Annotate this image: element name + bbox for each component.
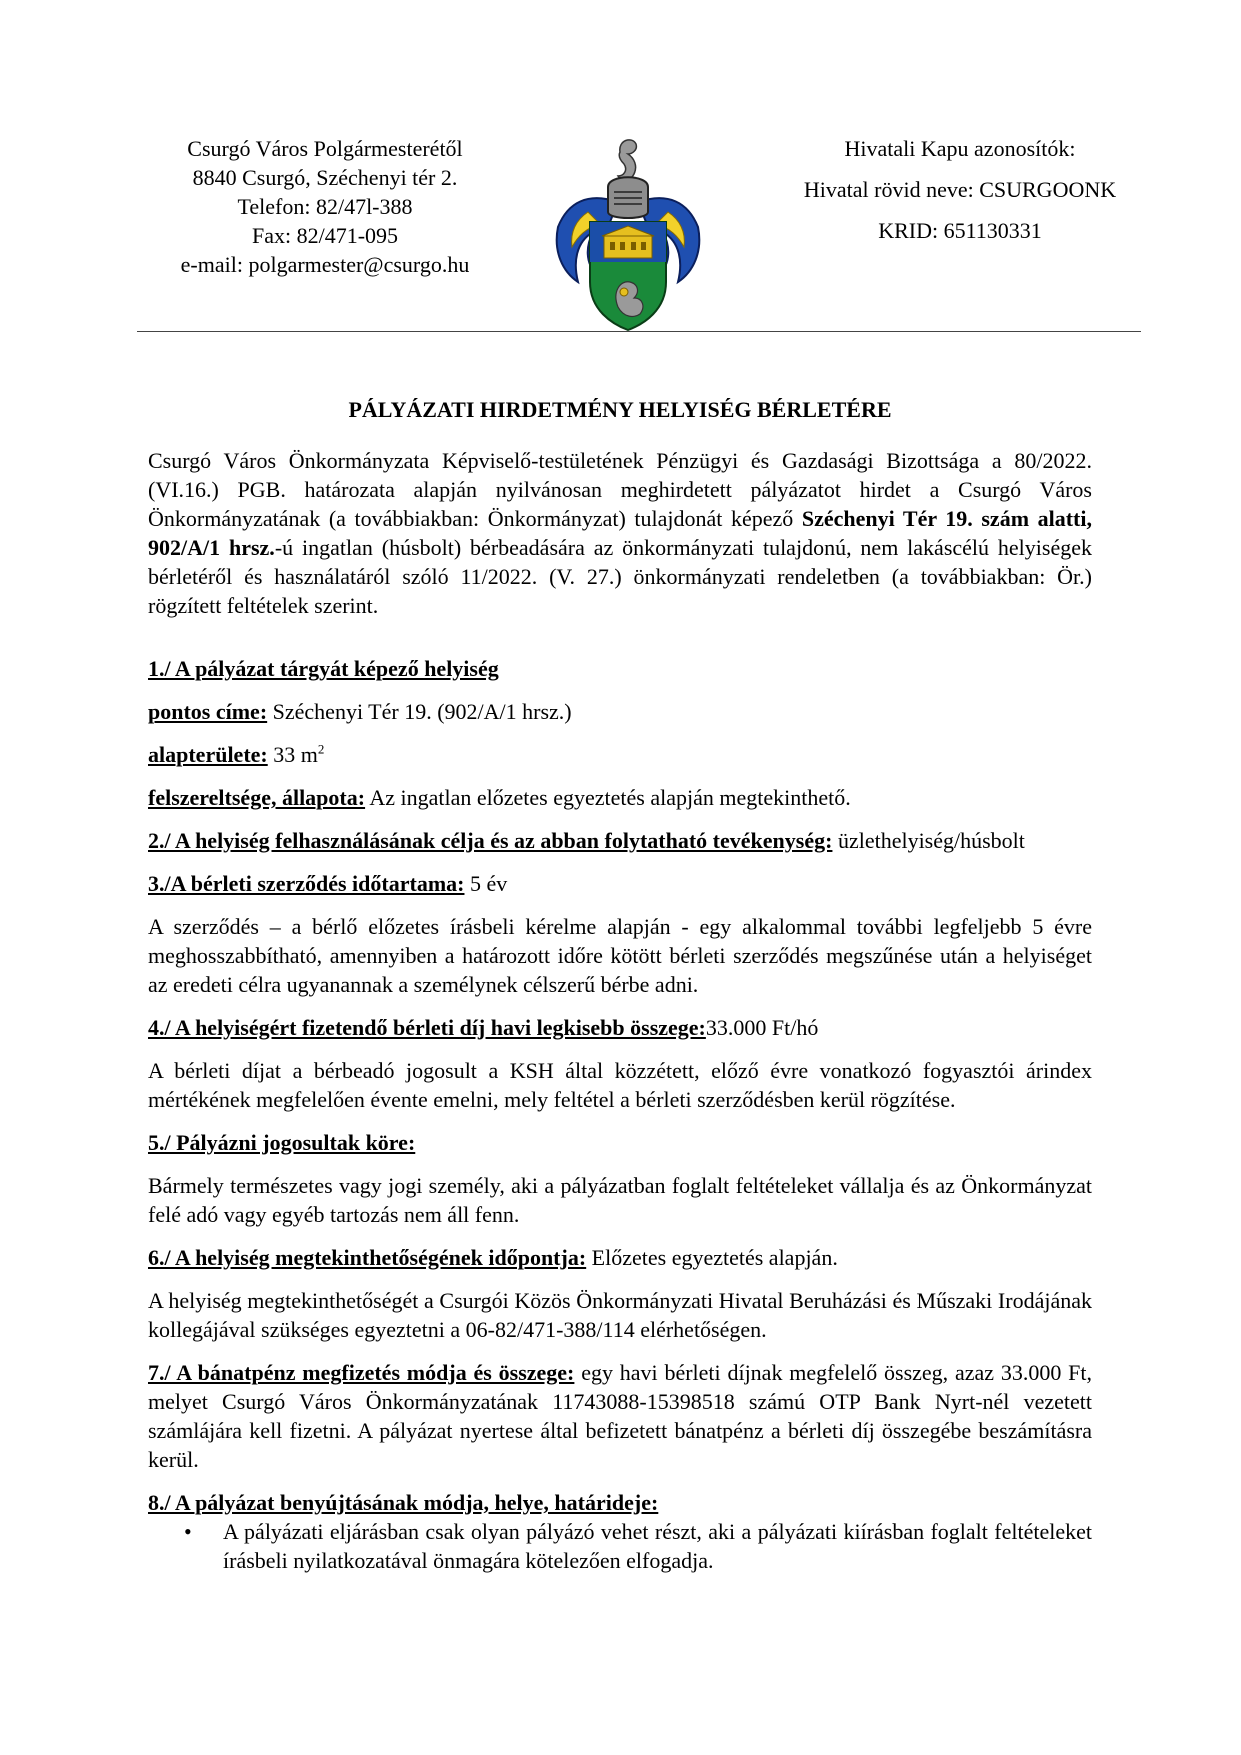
coat-of-arms-logo [548,132,708,332]
section-6-heading-line [148,1243,1092,1272]
sender-phone: Telefon: 82/47l-388 [237,194,413,219]
sender-email: e-mail: polgarmester@csurgo.hu [180,252,470,277]
equipment-value: Az ingatlan előzetes egyeztetés alapján megtekinthető. [365,785,851,810]
sender-name: Csurgó Város Polgármesterétől [187,136,463,161]
section-2 [148,826,1092,855]
section-4-text: A bérleti díjat a bérbeadó jogosult a KSH által közzétett, előző évre vonatkozó fogyasztói árindex mértékének megfelelően évente emelni, mely feltétel a bérleti szerződésben kerül rögzítése. [148,1058,1092,1112]
document-body [148,395,1092,1575]
intro-property-bold: Széchenyi Tér 19. szám alatti, 902/A/1 hrsz. [148,506,1092,560]
section-7-text: egy havi bérleti díjnak megfelelő összeg, azaz 33.000 Ft, melyet Csurgó Város Önkormányzatának 11743088-15398518 számú OTP Bank Nyrt-nél vezetett számlájára kell fizetni. A pályázat nyertese által befizetett bánatpénz a bérleti díj összegébe beszámításra kerül. [148,1360,1092,1472]
sender-address: 8840 Csurgó, Széchenyi tér 2. [192,165,458,190]
address-label: pontos címe: [148,699,268,724]
section-5-heading-line [148,1128,1092,1157]
area-value: 33 m [267,742,318,767]
list-item: • A pályázati eljárásban csak olyan pályázó vehet részt, aki a pályázati kiírásban foglalt feltételeket írásbeli nyilatkozatával önmagára kötelezően elfogadja. [148,1517,1092,1575]
area-label: alapterülete: [148,742,268,767]
gateway-ids-block [770,134,1150,257]
section-5-heading: 5./ Pályázni jogosultak köre: [148,1130,416,1155]
section-2-heading: 2./ A helyiség felhasználásának célja és az abban folytatható tevékenység: [148,828,833,853]
intro-text-2: -ú ingatlan (húsbolt) bérbeadására az önkormányzati tulajdonú, nem lakáscélú helyiségek bérletéről és használatáról szóló 11/2022. (V. 27.) önkormányzati rendeletben (a továbbiakban: Ör.) rögzített feltételek szerint. [148,535,1092,618]
section-1-heading: 1./ A pályázat tárgyát képező helyiség [148,656,499,681]
section-3-heading: 3./A bérleti szerződés időtartama: [148,871,465,896]
document-title: PÁLYÁZATI HIRDETMÉNY HELYISÉG BÉRLETÉRE [348,397,892,422]
section-6-heading: 6./ A helyiség megtekinthetőségének időpontja: [148,1245,587,1270]
intro-text-1: Csurgó Város Önkormányzata Képviselő-testületének Pénzügyi és Gazdasági Bizottsága a 80/2022. (VI.16.) PGB. határozata alapján nyilvánosan meghirdetett pályázatot hirdet a Csurgó Város Önkormányzatának (a továbbiakban: Önkormányzat) tulajdonát képező [148,448,1092,531]
area-sup: 2 [317,741,325,757]
sender-fax: Fax: 82/471-095 [251,223,399,248]
section-3-value: 5 év [464,871,508,896]
section-7-heading: 7./ A bánatpénz megfizetés módja és összege: [148,1360,575,1385]
krid: KRID: 651130331 [878,218,1042,243]
section-8-heading-line [148,1488,1092,1517]
section-8-list [148,1517,1092,1575]
address-line [148,697,1092,726]
office-short-name: Hivatal rövid neve: CSURGOONK [803,177,1117,202]
gateway-title: Hivatali Kapu azonosítók: [844,136,1076,161]
section-6-text: A helyiség megtekinthetőségét a Csurgói Közös Önkormányzati Hivatal Beruházási és Műszaki Irodájának kollegájával szükséges egyeztetni a 06-82/471-388/114 elérhetőségen. [148,1288,1092,1342]
section-7 [148,1358,1092,1474]
equipment-label: felszereltsége, állapota: [148,785,366,810]
equipment-line [148,783,1092,812]
section-6-value: Előzetes egyeztetés alapján. [586,1245,838,1270]
address-value: Széchenyi Tér 19. (902/A/1 hrsz.) [267,699,572,724]
section-2-value: üzlethelyiség/húsbolt [832,828,1025,853]
section-3-heading-line [148,869,1092,898]
intro-paragraph [148,446,1092,620]
area-line [148,740,1092,769]
section-8-heading: 8./ A pályázat benyújtásának módja, helye, határideje: [148,1490,659,1515]
section-4-heading-line [148,1013,1092,1042]
section-5-text: Bármely természetes vagy jogi személy, aki a pályázatban foglalt feltételeket vállalja és az Önkormányzat felé adó vagy egyéb tartozás nem áll fenn. [148,1173,1092,1227]
sender-block [150,134,500,279]
section-3-text: A szerződés – a bérlő előzetes írásbeli kérelme alapján - egy alkalommal további legfeljebb 5 évre meghosszabbítható, amennyiben a határozott időre kötött bérleti szerződés megszűnése után a helyiséget az eredeti célra ugyanannak a személynek célszerű bérbe adni. [148,914,1092,997]
header-divider [137,331,1141,332]
section-4-heading: 4./ A helyiségért fizetendő bérleti díj havi legkisebb összege: [148,1015,706,1040]
section-4-value: 33.000 Ft/hó [705,1015,819,1040]
